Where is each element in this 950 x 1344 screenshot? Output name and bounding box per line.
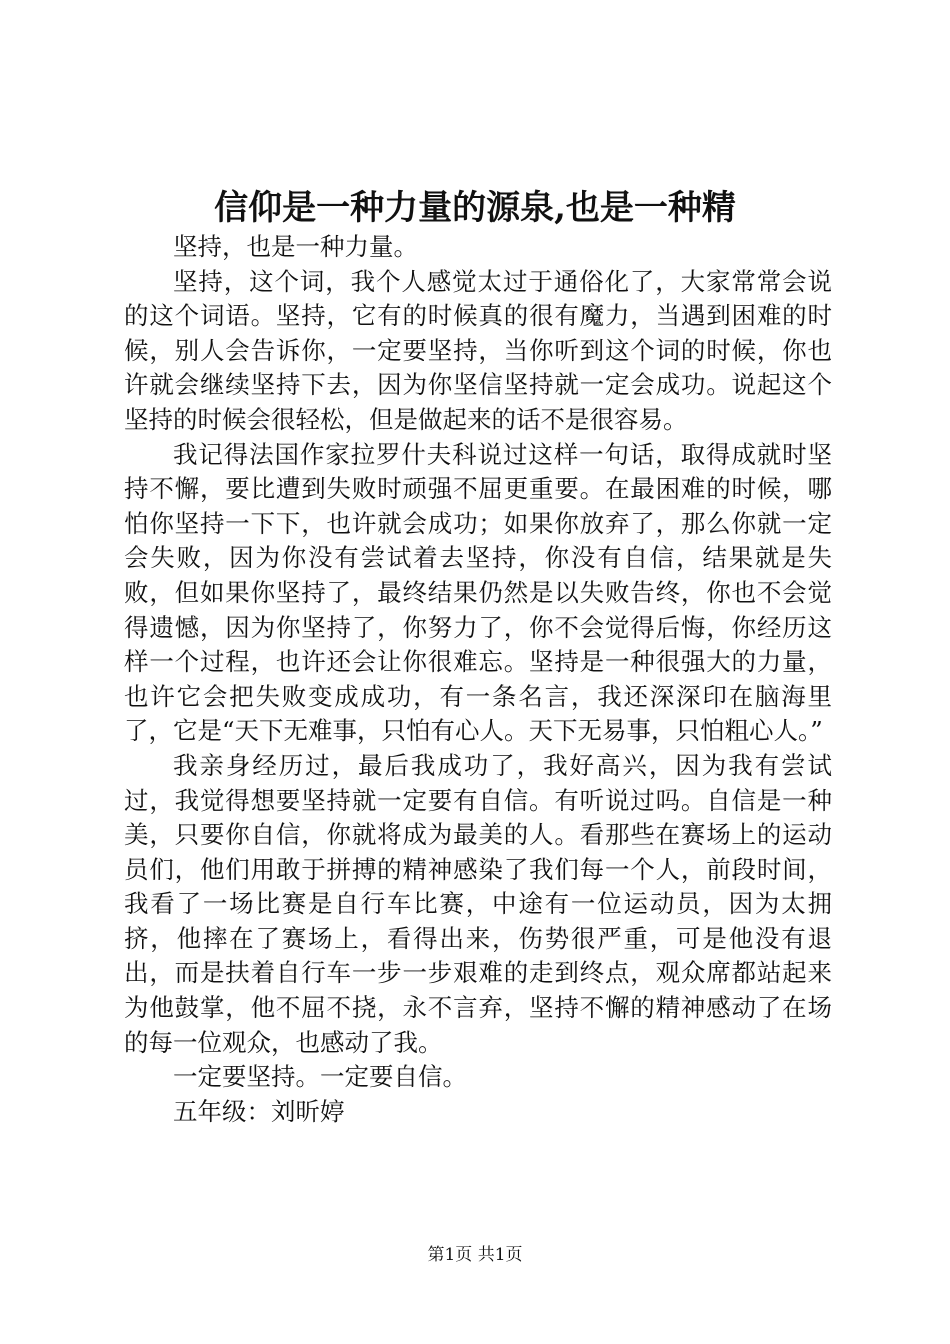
author-line: 五年级：刘昕婷: [173, 1096, 345, 1126]
paragraph: 坚持，这个词，我个人感觉太过于通俗化了，大家常常会说的这个词语。坚持，它有的时候真的很有魔力，当遇到困难的时候，别人会告诉你，一定要坚持，当你听到这个词的时候，你也许就会继续坚持下去，因为你坚信坚持就一定会成功。说起这个坚持的时候会很轻松，但是做起来的话不是很容易。: [124, 266, 832, 434]
page-number-footer: 第1页 共1页: [427, 1245, 523, 1265]
paragraph: 一定要坚持。一定要自信。: [173, 1062, 467, 1092]
paragraph: 坚持，也是一种力量。: [173, 232, 418, 261]
paragraph: 我亲身经历过，最后我成功了，我好高兴，因为我有尝试过，我觉得想要坚持就一定要有自信。有听说过吗。自信是一种美，只要你自信，你就将成为最美的人。看那些在赛场上的运动员们，他们用敢于拼搏的精神感染了我们每一个人，前段时间，我看了一场比赛是自行车比赛，中途有一位运动员，因为太拥挤，他摔在了赛场上，看得出来，伤势很严重，可是他没有退出，而是扶着自行车一步一步艰难的走到终点，观众席都站起来为他鼓掌，他不屈不挠，永不言弃，坚持不懈的精神感动了在场的每一位观众，也感动了我。: [124, 750, 832, 1057]
document-body: [124, 230, 832, 1129]
document-title: 信仰是一种力量的源泉,也是一种精: [214, 188, 736, 228]
paragraph: 我记得法国作家拉罗什夫科说过这样一句话，取得成就时坚持不懈，要比遭到失败时顽强不屈更重要。在最困难的时候，哪怕你坚持一下下，也许就会成功；如果你放弃了，那么你就一定会失败，因为你没有尝试着去坚持，你没有自信，结果就是失败，但如果你坚持了，最终结果仍然是以失败告终，你也不会觉得遗憾，因为你坚持了，你努力了，你不会觉得后悔，你经历这样一个过程，也许还会让你很难忘。坚持是一种很强大的力量，也许它会把失败变成成功，有一条名言，我还深深印在脑海里了，它是“天下无难事，只怕有心人。天下无易事，只怕粗心人。”: [124, 439, 832, 746]
